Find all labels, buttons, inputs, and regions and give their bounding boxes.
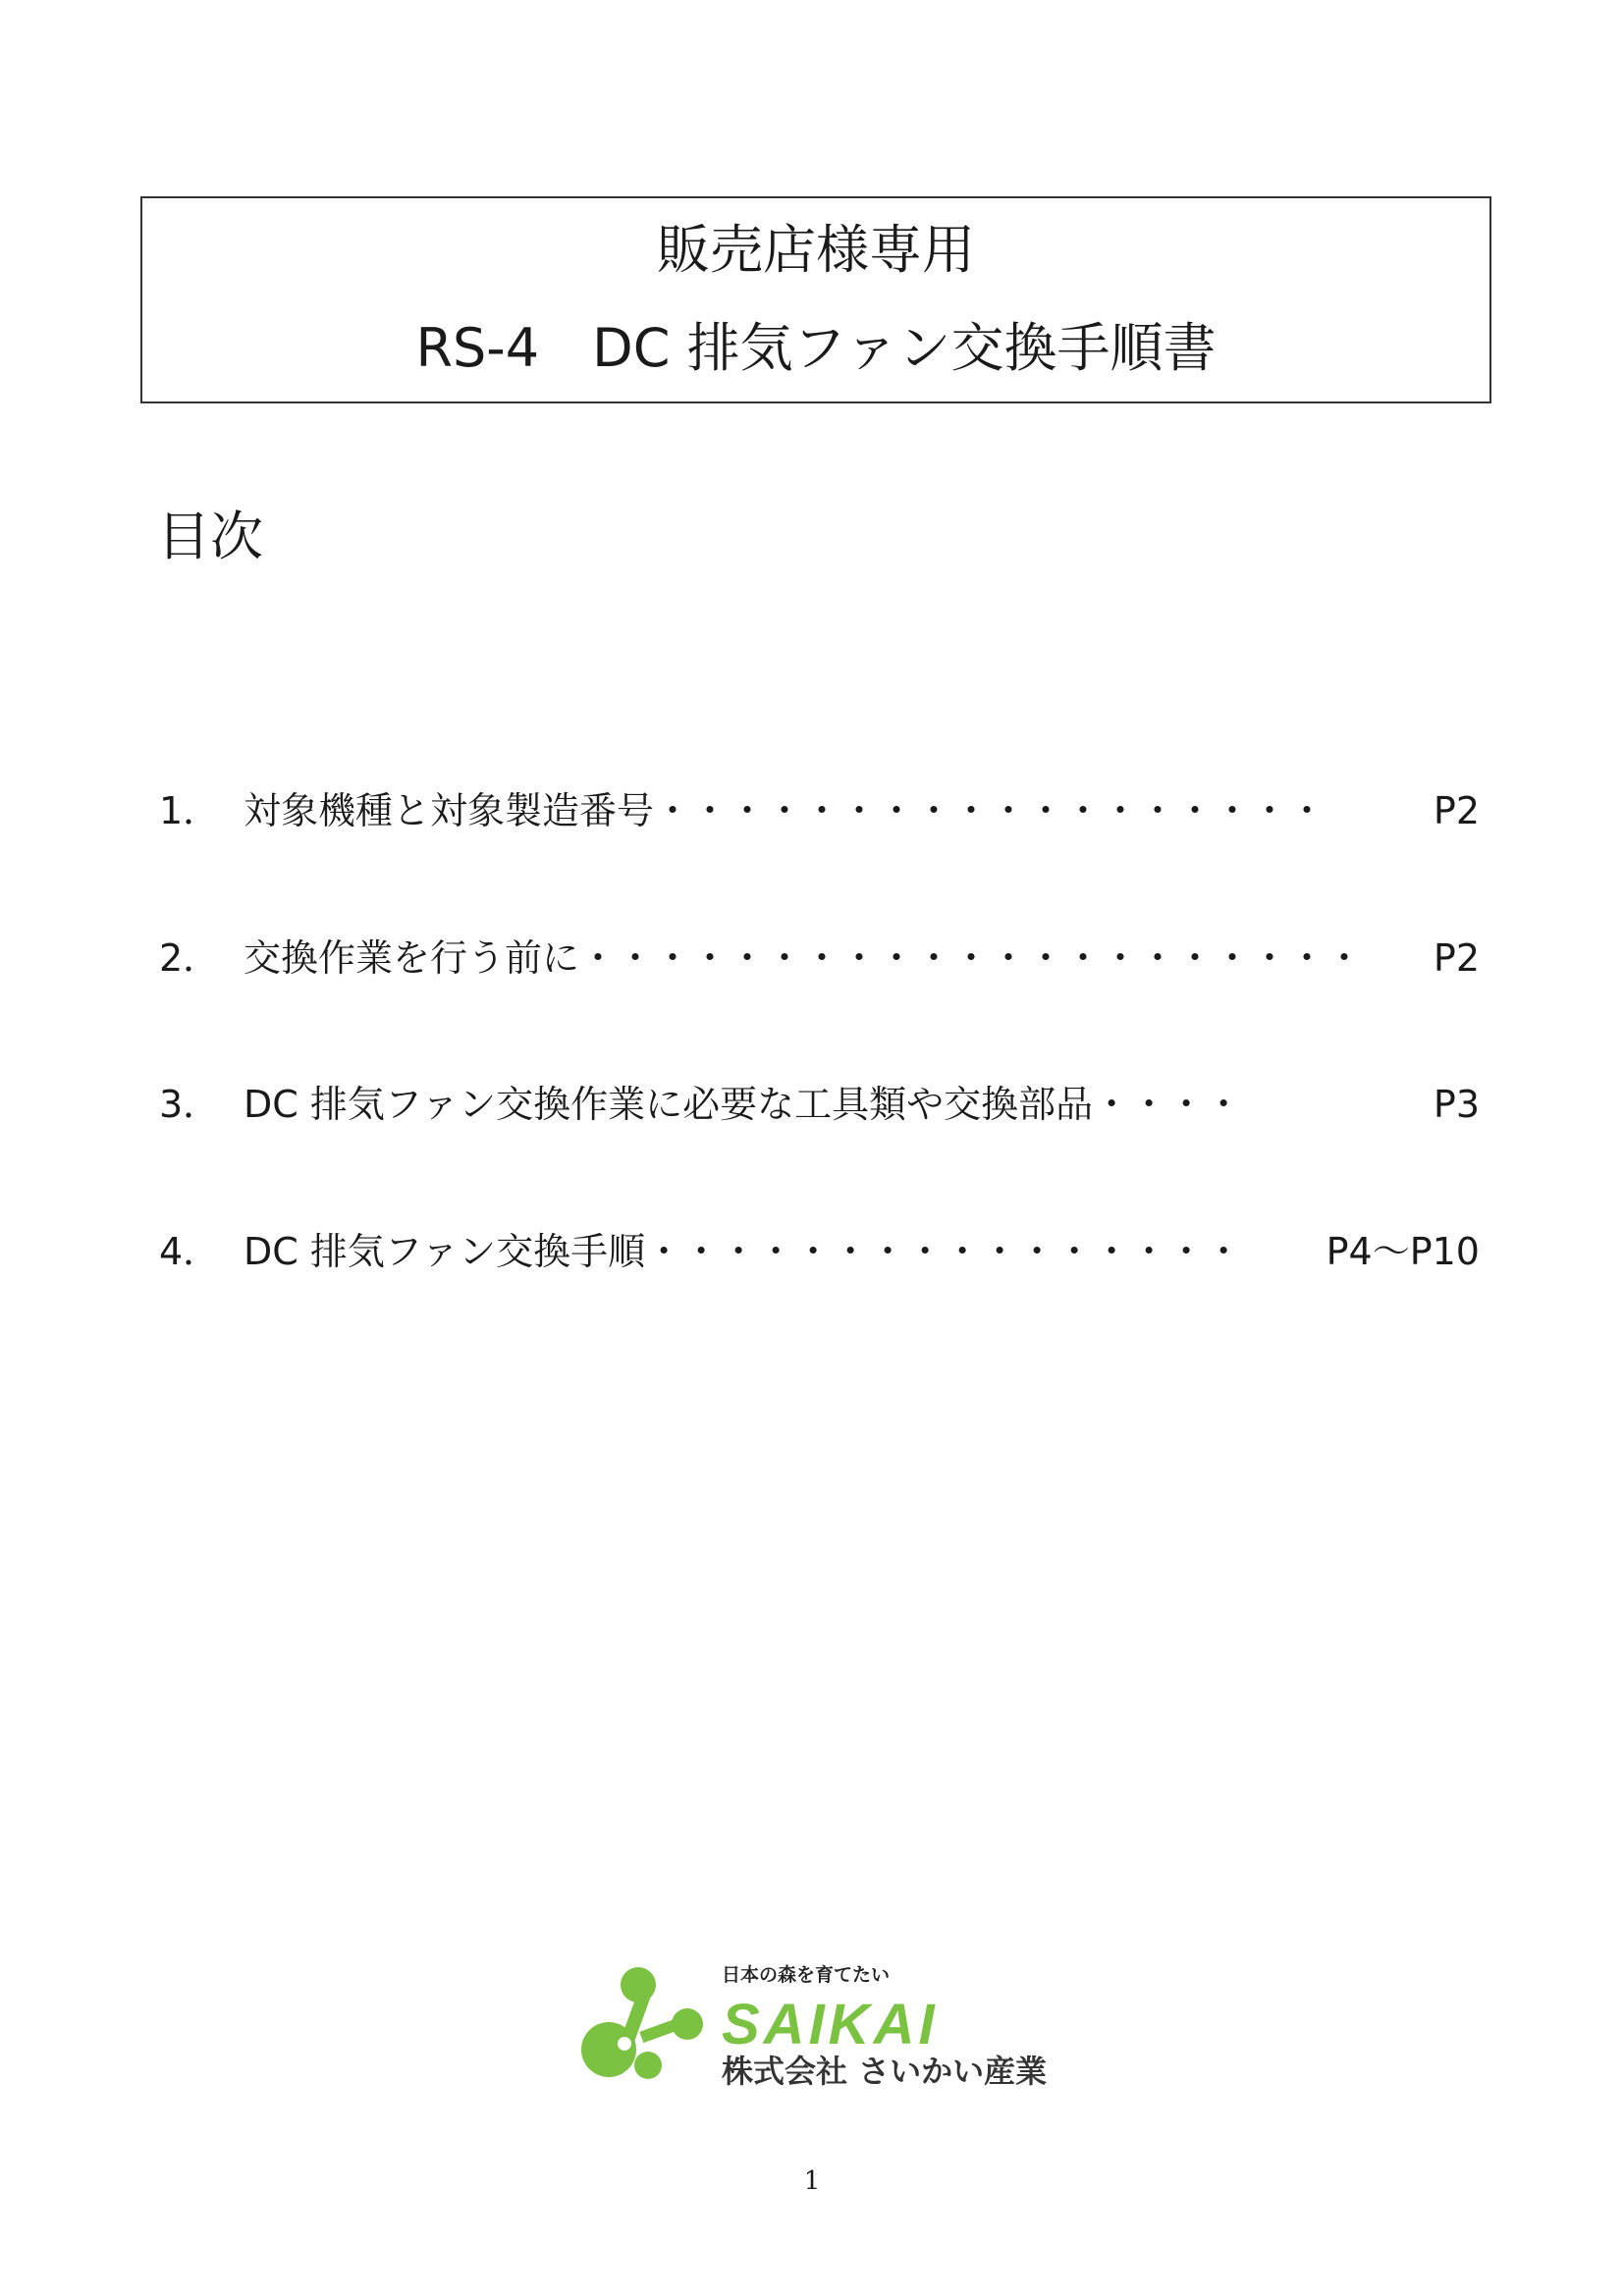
- logo-molecule-icon: [581, 1967, 703, 2079]
- toc-item: [159, 929, 1480, 988]
- toc-item: [159, 1075, 1480, 1134]
- company-logo: [579, 1955, 1060, 2112]
- toc-item-page: P2: [1433, 789, 1480, 832]
- toc-item-page: P4～P10: [1326, 1230, 1480, 1273]
- document-title-line1: 販売店様専用: [657, 219, 975, 281]
- page-number: 1: [803, 2166, 821, 2196]
- toc-item: [159, 1222, 1480, 1281]
- toc-heading: 目次: [157, 506, 263, 567]
- toc-item-text: DC 排気ファン交換作業に必要な工具類や交換部品・・・・: [244, 1083, 1243, 1126]
- toc-item-text: 対象機種と対象製造番号・・・・・・・・・・・・・・・・・・: [244, 789, 1326, 832]
- toc-item-number: 1．: [159, 789, 221, 832]
- logo-tagline: 日本の森を育てたい: [722, 1964, 891, 1986]
- logo-wordmark: SAIKAI: [722, 1993, 939, 2056]
- toc-item-text: 交換作業を行う前に・・・・・・・・・・・・・・・・・・・・・: [244, 936, 1364, 980]
- toc-item-page: P2: [1433, 936, 1480, 980]
- title-box: [140, 196, 1491, 403]
- toc-item-number: 3．: [159, 1083, 221, 1126]
- toc-item-number: 2．: [159, 936, 221, 980]
- toc-item-page: P3: [1433, 1083, 1480, 1126]
- toc-item: [159, 781, 1480, 840]
- document-title-line2: RS-4 DC 排気ファン交換手順書: [415, 317, 1217, 379]
- toc-item-number: 4．: [159, 1230, 221, 1273]
- toc-item-text: DC 排気ファン交換手順・・・・・・・・・・・・・・・・: [244, 1230, 1243, 1273]
- logo-company-name: 株式会社 さいかい産業: [722, 2053, 1048, 2090]
